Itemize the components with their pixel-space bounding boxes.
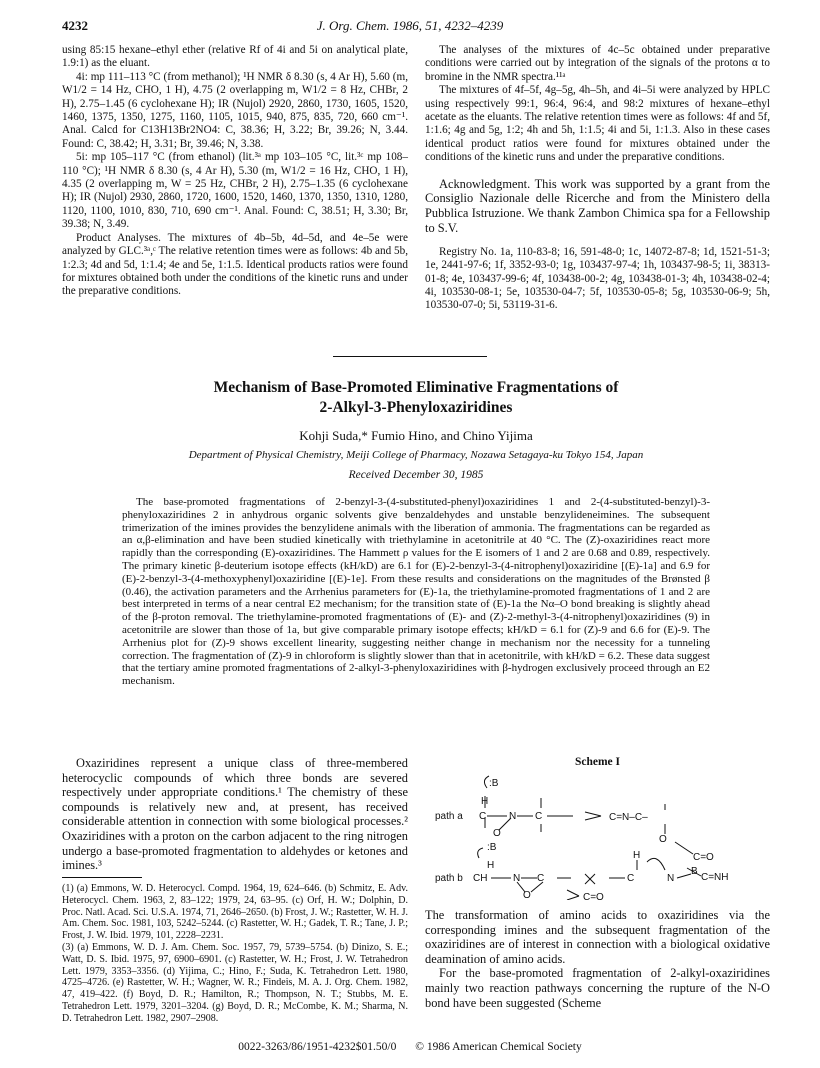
page-number: 4232 xyxy=(62,18,88,33)
paragraph: using 85:15 hexane–ethyl ether (relative Rf of 4i and 5i on analytical plate, 1.9:1) as the eluant. xyxy=(62,44,408,70)
arrow xyxy=(585,812,601,816)
footer-copyright: © 1986 American Chemical Society xyxy=(415,1041,582,1053)
journal-header: J. Org. Chem. 1986, 51, 4232–4239 xyxy=(316,18,504,33)
received-date: Received December 30, 1985 xyxy=(348,469,484,481)
atom-label: N xyxy=(509,811,517,822)
atom-label: C xyxy=(627,873,635,884)
path-b-label: path b xyxy=(435,873,463,884)
path-a-label: path a xyxy=(435,811,463,822)
atom-label: C xyxy=(537,873,545,884)
acknowledgment: Acknowledgment. This work was supported by a grant from the Consiglio Nazionale delle Ricerche and from the Ministero della Pubblica Istruzione. We thank Zambon Chimica spa for a Fellowship to S.V. xyxy=(425,176,770,236)
atom-label: C xyxy=(535,811,543,822)
abstract: The base-promoted fragmentations of 2-benzyl-3-(4-substituted-phenyl)oxaziridines 1 and 2-(4-substituted-benzyl)-3-phenyloxaziridines 2 in anhydrous organic solvents give benzaldehydes and unstable benzylideneimines. The subsequent trimerization of the imines provides the benzylidene animals with the liberation of ammonia. The fragmentations can be regarded as an α,β-elimination and have been studied kinetically with triethylamine in acetonitrile at 40 °C. The (Z)-oxaziridines react more rapidly than the corresponding (E)-oxaziridines. The Hammett ρ values for the E isomers of 1 and 2 are 0.68 and 0.89, respectively. The primary kinetic β-deuterium isotope effects (kH/kD) are 6.1 for (E)-2-benzyl-3-(4-nitrophenyl)oxaziridine [(E)-1a] and 6.9 for (E)-2-benzyl-3-(4-methoxyphenyl)oxaziridine [(E)-1e]. From these results and considerations on the magnitudes of the Brønsted β (0.46), the activation parameters and the Arrhenius parameters for (E)-1a, the triethylamine-promoted fragmentations of 1 and 2 are best interpreted in terms of a near central E2 mechanism; for the transition state of (E)-1a the Nα–O bond breaking is slightly ahead of the β-proton removal. The triethylamine-promoted fragmentations of (E)- and (Z)-2-methyl-3-(4-nitrophenyl)oxaziridines (9) in acetonitrile are slower than those of 1a, but give comparable primary isotope effects; kH/kD = 6.1 for (Z)-9 and 6.6 for (E)-9. The Arrhenius plot for (Z)-9 shows excellent linearity, suggesting neither change in mechanism nor the necessity for a tunneling correction. The fragmentation of (Z)-9 in chloroform is slightly slower than that in acetonitrile, with kH/kD = 6.2. These data suggest that the tertiary amine promoted fragmentations of 2-alkyl-3-phenyloxaziridines with β-hydrogen exclusively proceed through an E2 mechanism. xyxy=(122,496,710,688)
curved-arrow xyxy=(647,858,665,870)
paragraph: For the base-promoted fragmentation of 2-alkyl-oxaziridines mainly two reaction pathways concerning the rupture of the N-O bond have been suggested (Scheme xyxy=(425,966,770,1010)
right-column-body xyxy=(425,908,770,1010)
paragraph: The analyses of the mixtures of 4c–5c obtained under preparative conditions were carried out by integration of the signals of the protons α to bromine in the NMR spectra.¹¹ᵃ xyxy=(425,44,770,83)
imine-nh-product: C=NH xyxy=(701,872,729,883)
atom-label: N xyxy=(667,873,675,884)
carbonyl-product: C=O xyxy=(583,892,604,900)
atom-label: H xyxy=(487,860,495,871)
base-label: :B xyxy=(487,842,497,853)
atom-label: H xyxy=(481,796,489,807)
paragraph: The transformation of amino acids to oxaziridines via the corresponding imines and the subsequent fragmentation of the oxaziridines are of interest in connection with a biological oxidative deamination of amino acids. xyxy=(425,908,770,966)
left-column-body xyxy=(62,756,408,873)
atom-label: C xyxy=(479,811,487,822)
atom-label: CH xyxy=(473,873,488,884)
scheme-diagram xyxy=(425,770,770,900)
authors: Kohji Suda,* Fumio Hino, and Chino Yijima xyxy=(299,428,533,443)
carbonyl-product: C=O xyxy=(693,852,714,863)
paragraph: The mixtures of 4f–5f, 4g–5g, 4h–5h, and 4i–5i were analyzed by HPLC using respectively 99:1, 96:4, 96:4, and 98:2 mixtures of hexane–ethyl acetate as the eluants. The relative retention times were as follows: 4f and 5f, 1:1.6; 4g and 5g, 1:2; 4h and 5h, 1:1.5; 4i and 5i, 1:1.3. Also in these cases identical product ratios were found for mixtures obtained under the conditions of the kinetic runs and under the preparative conditions. xyxy=(425,84,770,164)
base-label: :B xyxy=(489,778,499,789)
footer-code: 0022-3263/86/1951-4232$01.50/0 xyxy=(238,1041,397,1053)
article-title xyxy=(62,378,770,418)
footnote-rule xyxy=(62,877,142,878)
bond xyxy=(567,896,579,900)
bond xyxy=(567,890,579,896)
title-line: Mechanism of Base-Promoted Eliminative Fragmentations of xyxy=(213,379,619,396)
left-column-top xyxy=(62,44,408,299)
footnote: (3) (a) Emmons, W. D. J. Am. Chem. Soc. 1957, 79, 5739–5754. (b) Dinizo, S. E.; Watt, D. S. Ibid. 1975, 97, 6900–6901. (c) Rastetter, W. H.; Frost, J. W. Tetrahedron Lett. 1979, 3353–3356. (d) Yijima, C.; Hino, F.; Suda, K. Tetrahedron Lett. 1980, 4725–4726. (e) Rastetter, W. H.; Wagner, W. R.; Findeis, M. A. J. Org. Chem. 1982, 47, 419–422. (f) Boyd, D. R.; Hamilton, R.; Thompson, N. T.; Stubbs, M. E. Tetrahedron Lett. 1979, 3201–3204. (g) Boyd, D. R.; McCombe, K. M.; Sharma, N. D. Tetrahedron Lett. 1982, 2907–2908. xyxy=(62,941,408,1024)
footnote: (1) (a) Emmons, W. D. Heterocycl. Compd. 1964, 19, 624–646. (b) Schmitz, E. Adv. Heterocycl. Chem. 1963, 2, 83–122; 1979, 24, 63–95. (c) Orf, H. W.; Dolphin, D. Proc. Natl. Acad. Sci. U.S.A. 1974, 71, 2646–2650. (b) Frost, J. W.; Rastetter, W. H. J. Am. Chem. Soc. 1981, 103, 5242–5244. (c) Rastetter, W. H.; Gadek, T. R.; Tane, J. P.; Frost, J. W. Ibid. 1979, 101, 2228–2231. xyxy=(62,883,408,942)
atom-label: B xyxy=(691,866,698,877)
atom-label: O xyxy=(493,828,501,839)
atom-label: O xyxy=(659,834,667,845)
atom-label: H xyxy=(633,850,641,861)
paragraph: Product Analyses. The mixtures of 4b–5b, 4d–5d, and 4e–5e were analyzed by GLC.³ᵃ,ᶜ The relative retention times were as follows: 4b and 5b, 1:2.3; 4d and 5d, 1:1.4; 4e and 5e, 1:1.5. Identical products ratios were found for mixtures obtained both under the conditions of the kinetic runs and under the preparative conditions. xyxy=(62,231,408,298)
arrow xyxy=(675,842,693,854)
scheme-title: Scheme I xyxy=(574,756,621,768)
affiliation: Department of Physical Chemistry, Meiji College of Pharmacy, Nozawa Setagaya-ku Tokyo 154, Japan xyxy=(188,449,644,461)
right-column-top xyxy=(425,44,770,313)
title-line: 2-Alkyl-3-Phenyloxaziridines xyxy=(319,399,513,416)
paragraph: 5i: mp 105–117 °C (from ethanol) (lit.³ᵃ mp 103–105 °C, lit.³ᶜ mp 108–110 °C); ¹H NMR δ 8.30 (s, 4 Ar H), 5.30 (m, W1/2 = 16 Hz, CHO, 1 H), 4.35 (2 overlapping m, W = 25 Hz, CHBr, 2 H), 2.75–1.35 (6 cyclohexane H); IR (Nujol) 2930, 2860, 1720, 1600, 1520, 1460, 1370, 1350, 1310, 1280, 1120, 1100, 1010, 830, 710, 690 cm⁻¹. Anal. Found: C, 38.51; H, 3.30; Br, 39.38; N, 3.49. xyxy=(62,151,408,231)
section-divider xyxy=(333,356,487,357)
curved-arrow xyxy=(478,848,483,858)
bond xyxy=(677,874,691,878)
arrow xyxy=(585,816,601,820)
paragraph: 4i: mp 111–113 °C (from methanol); ¹H NMR δ 8.30 (s, 4 Ar H), 5.60 (m, W1/2 = 14 Hz, CHO, 1 H), 4.75 (2 overlapping m, W1/2 = 8 Hz, CHBr, 2 H), 2.75–1.45 (6 cyclohexane H); IR (Nujol) 2920, 2860, 1730, 1605, 1520, 1460, 1375, 1350, 1275, 1160, 1105, 1015, 940, 875, 835, 720, 660 cm⁻¹. Anal. Calcd for C13H13Br2NO4: C, 38.36; H, 3.22; Br, 39.26; N, 3.44. Found: C, 38.42; H, 3.31; Br, 39.46; N, 3.38. xyxy=(62,70,408,150)
imine-product: C=N–C– xyxy=(609,812,648,823)
registry-numbers: Registry No. 1a, 110-83-8; 16, 591-48-0; 1c, 14072-87-8; 1d, 1521-51-3; 1e, 2441-97-6; 1f, 3352-93-0; 1g, 103437-97-4; 1h, 103437-98-5; 1i, 38313-01-8; 4e, 103437-99-6; 4f, 103438-00-2; 4g, 103438-01-3; 4h, 103438-02-4; 4i, 103530-08-1; 5e, 103530-04-7; 5f, 103530-05-8; 5g, 103530-06-9; 5h, 103530-07-0; 5i, 53119-31-6. xyxy=(425,245,770,312)
footer xyxy=(0,1041,820,1053)
atom-label: O xyxy=(523,890,531,900)
footnotes xyxy=(62,883,408,1025)
atom-label: N xyxy=(513,873,521,884)
paragraph: Oxaziridines represent a unique class of three-membered heterocyclic compounds of which three bonds are severed respectively under appropriate conditions.¹ The chemistry of these compounds is relatively new and, at present, has received considerable attention in connection with some biological processes.² Oxaziridines with a proton on the carbon adjacent to the ring nitrogen undergo a base-promoted fragmentation to aldehydes or ketones and imines.³ xyxy=(62,756,408,873)
